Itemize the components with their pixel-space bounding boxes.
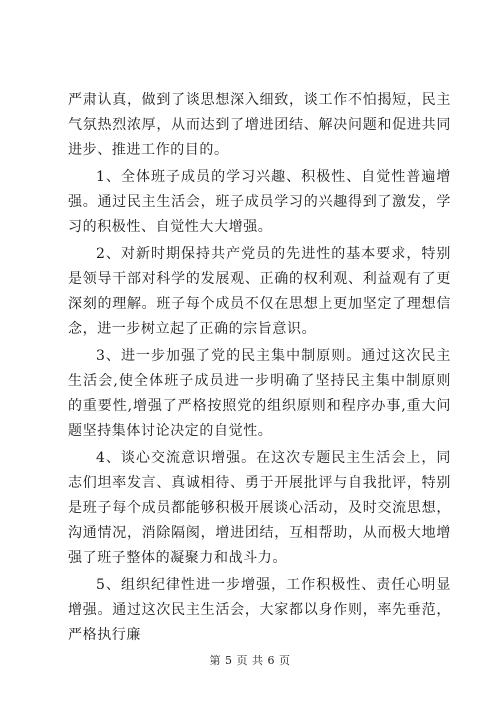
- body-text: [68, 88, 451, 650]
- paragraph-item-3: 3、进一步加强了党的民主集中制原则。通过这次民主生活会,使全体班子成员进一步明确了坚持民主集中制原则的重要性,增强了严格按照党的组织原则和程序办事,重大问题坚持集体讨论决定的自觉性。: [68, 348, 451, 439]
- page-footer: 第 5 页 共 6 页: [209, 654, 291, 667]
- paragraph-item-1: 1、全体班子成员的学习兴趣、积极性、自觉性普遍增强。通过民主生活会，班子成员学习的兴趣得到了激发，学习的积极性、自觉性大大增强。: [68, 169, 451, 235]
- paragraph-item-5: 5、组织纪律性进一步增强，工作积极性、责任心明显增强。通过这次民主生活会，大家都以身作则，率先垂范，严格执行廉: [68, 577, 451, 643]
- paragraph-continuation: 严肃认真，做到了谈思想深入细致，谈工作不怕揭短，民主气氛热烈浓厚，从而达到了增进团结、解决问题和促进共同进步、推进工作的目的。: [68, 92, 451, 158]
- paragraph-item-2: 2、对新时期保持共产党员的先进性的基本要求，特别是领导干部对科学的发展观、正确的权利观、利益观有了更深刻的理解。班子每个成员不仅在思想上更加坚定了理想信念，进一步树立起了正确的宗旨意识。: [68, 246, 451, 337]
- paragraph-item-4: 4、谈心交流意识增强。在这次专题民主生活会上，同志们坦率发言、真诚相待、勇于开展批评与自我批评，特别是班子每个成员都能够积极开展谈心活动，及时交流思想，沟通情况，消除隔阂，增进团结，互相帮助，从而极大地增强了班子整体的凝聚力和战斗力。: [68, 450, 451, 566]
